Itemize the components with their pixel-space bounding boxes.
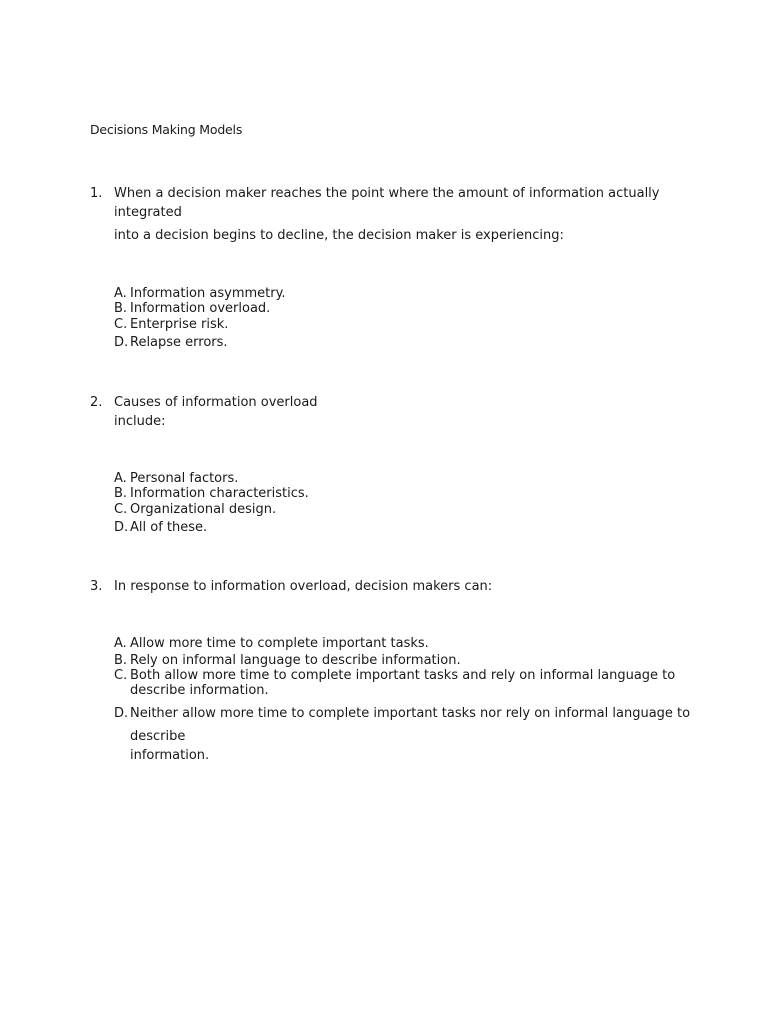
option-text: Organizational design. [130, 502, 277, 517]
option-text: Neither allow more time to complete important tasks nor rely on informal language to [130, 706, 691, 721]
question-text-line: In response to information overload, decision makers can: [114, 579, 493, 594]
question-number: 2. [90, 395, 103, 410]
question-number: 1. [90, 186, 103, 201]
option-letter: C. [114, 502, 128, 517]
option-text: information. [130, 748, 210, 763]
option-letter: A. [114, 636, 127, 651]
question-text-line: integrated [114, 205, 182, 220]
question-text-line: into a decision begins to decline, the decision maker is experiencing: [114, 228, 564, 243]
option-text: All of these. [130, 520, 208, 535]
question-number: 3. [90, 579, 103, 594]
option-text: Information characteristics. [130, 486, 309, 501]
option-letter: B. [114, 653, 128, 668]
option-text: describe [130, 729, 186, 744]
option-text: Rely on informal language to describe information. [130, 653, 461, 668]
option-text: Personal factors. [130, 471, 239, 486]
option-text: Allow more time to complete important tasks. [130, 636, 429, 651]
option-letter: A. [114, 471, 127, 486]
option-text: Enterprise risk. [130, 317, 229, 332]
option-letter: C. [114, 317, 128, 332]
document-title: Decisions Making Models [90, 122, 243, 137]
option-text: Relapse errors. [130, 335, 228, 350]
option-letter: C. [114, 668, 128, 683]
option-text: Information asymmetry. [130, 286, 286, 301]
question-text-line: When a decision maker reaches the point where the amount of information actually [114, 186, 660, 201]
question-text-line: include: [114, 414, 166, 429]
option-letter: D. [114, 335, 129, 350]
option-letter: A. [114, 286, 127, 301]
option-letter: B. [114, 301, 128, 316]
option-letter: D. [114, 706, 129, 721]
option-text: Both allow more time to complete important tasks and rely on informal language to [130, 668, 676, 683]
option-letter: B. [114, 486, 128, 501]
option-letter: D. [114, 520, 129, 535]
question-text-line: Causes of information overload [114, 395, 318, 410]
option-text: describe information. [130, 683, 269, 698]
option-text: Information overload. [130, 301, 271, 316]
